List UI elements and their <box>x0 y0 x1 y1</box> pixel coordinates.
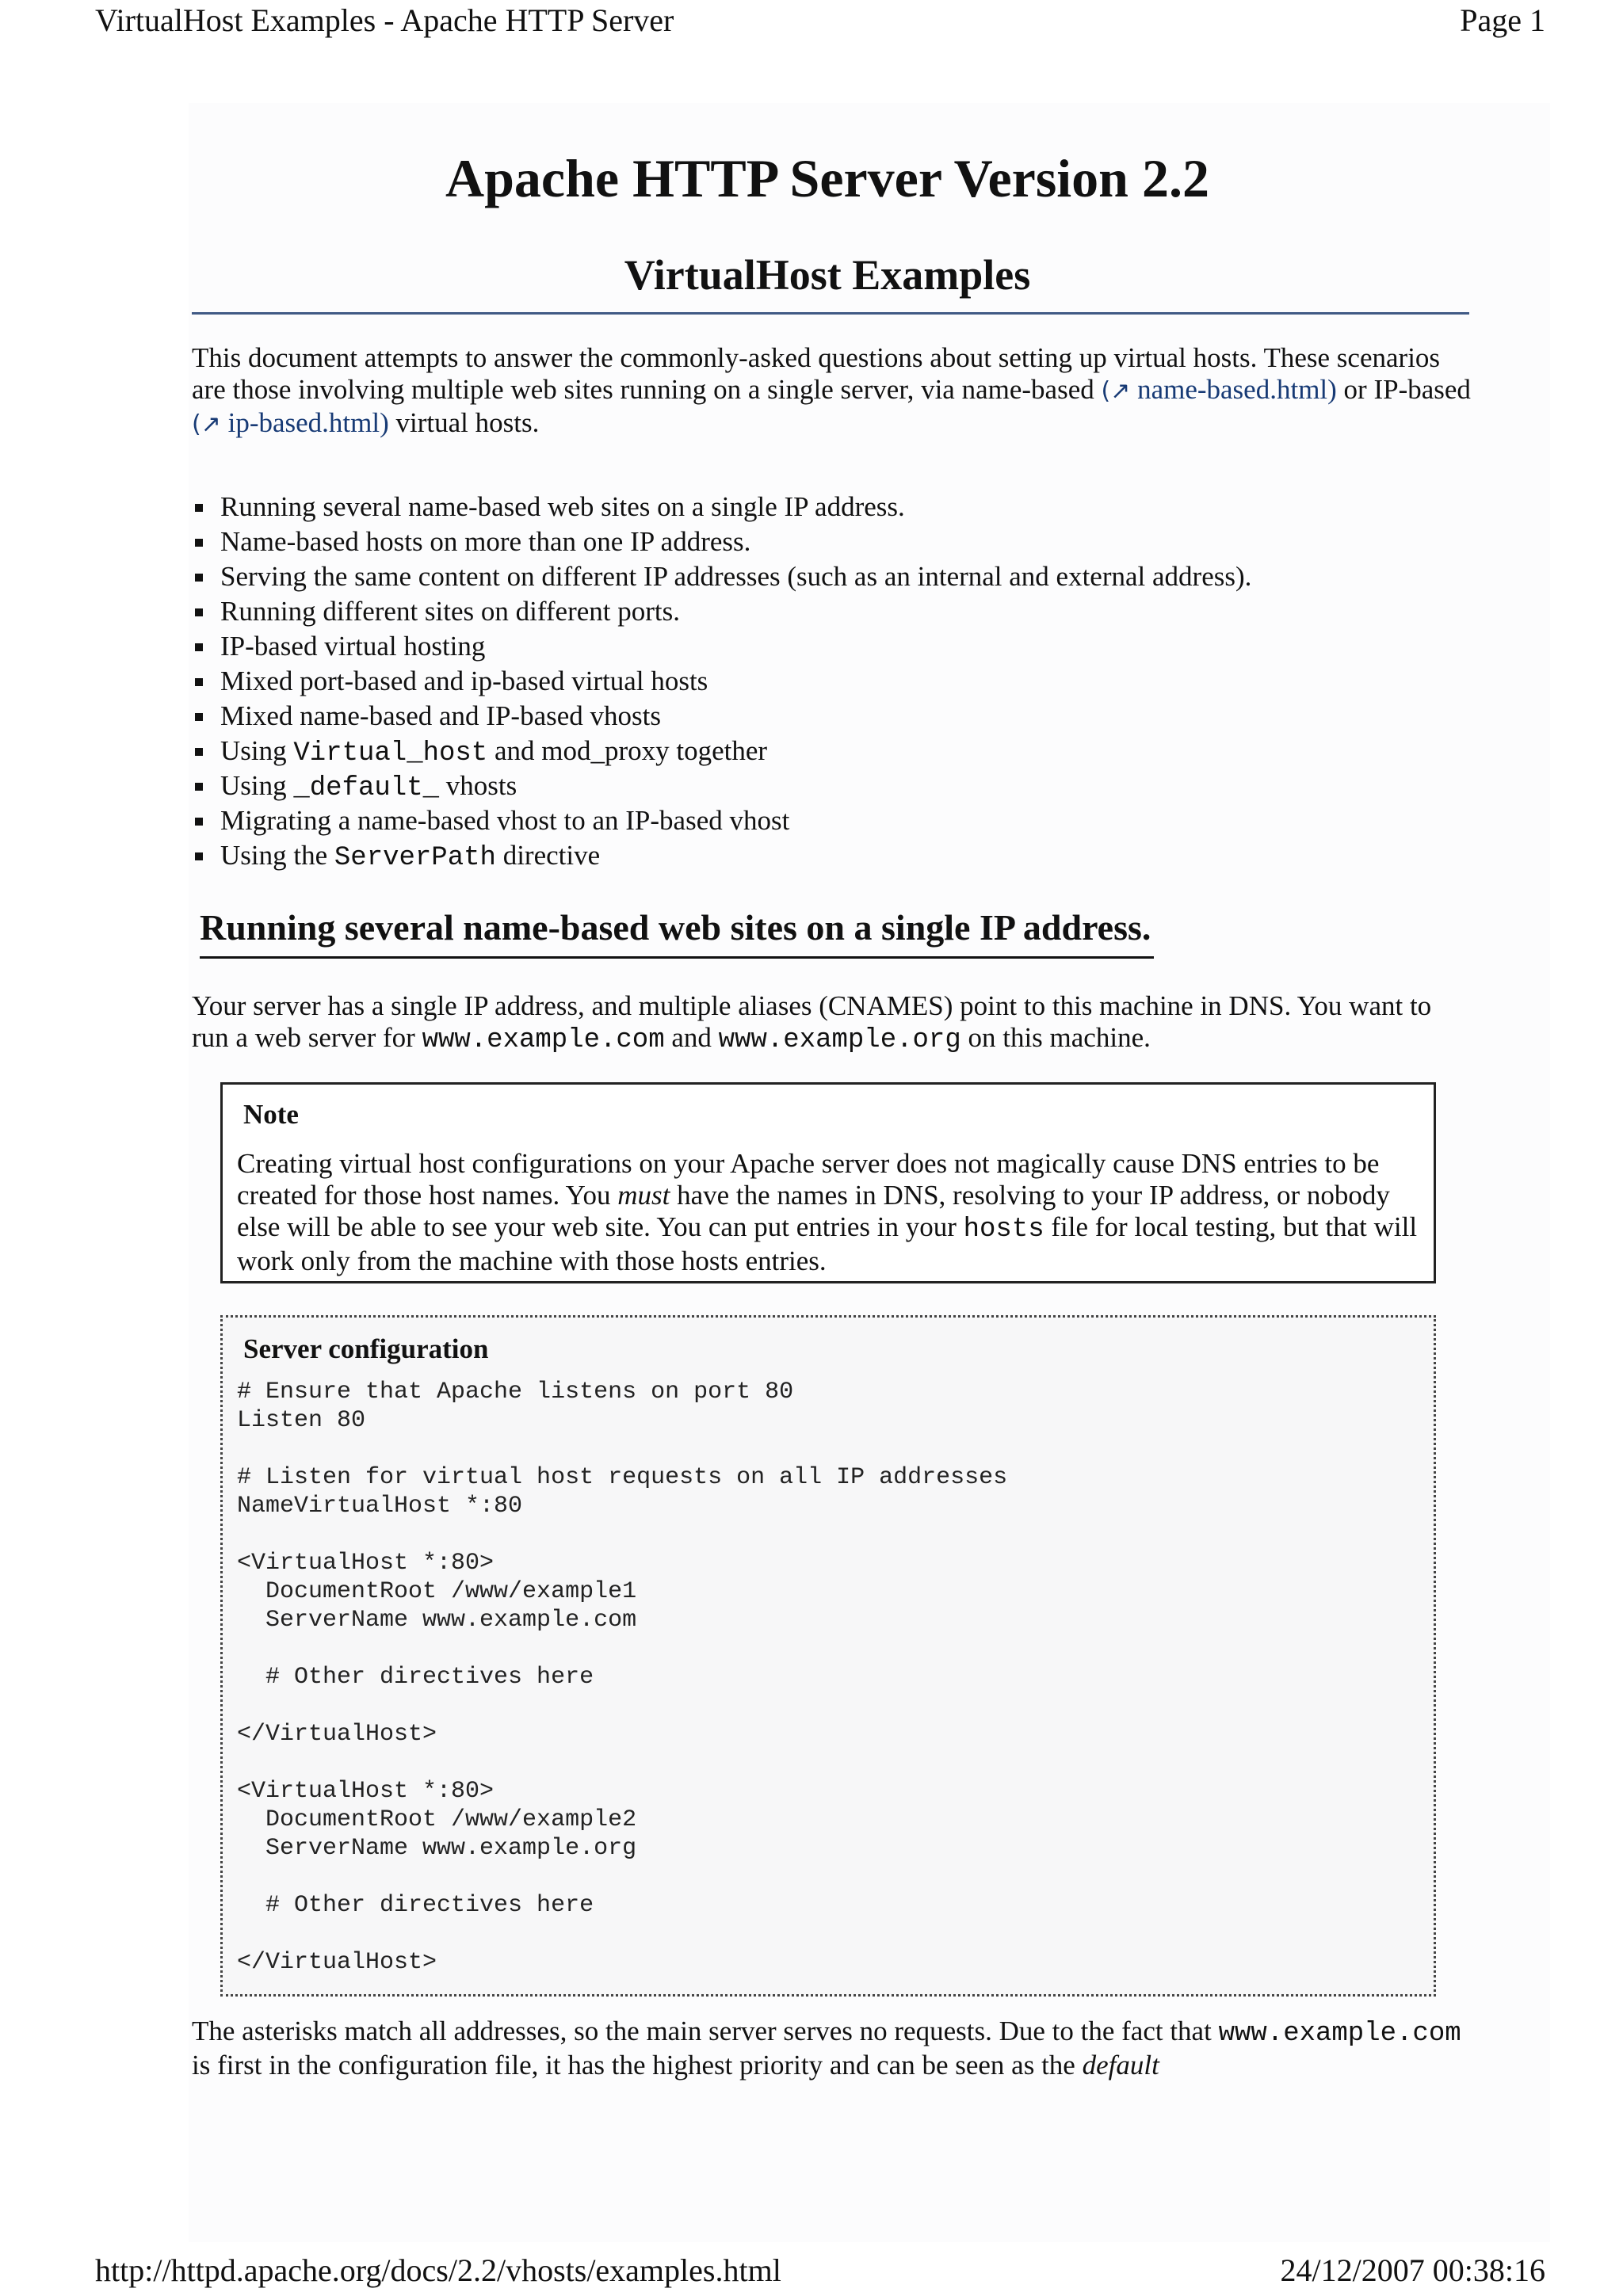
toc-item[interactable]: Using Virtual_host and mod_proxy together <box>192 734 1251 769</box>
bullet-icon <box>195 852 203 860</box>
toc-item[interactable]: Running several name-based web sites on a single IP address. <box>192 490 1251 524</box>
config-title: Server configuration <box>243 1333 489 1364</box>
bullet-icon <box>195 539 203 547</box>
print-footer-timestamp: 24/12/2007 00:38:16 <box>1280 2252 1545 2288</box>
title-divider <box>192 312 1469 315</box>
toc-item[interactable]: Using the ServerPath directive <box>192 838 1251 873</box>
intro-text-2: or IP-based <box>1336 374 1471 405</box>
note-title: Note <box>243 1099 299 1130</box>
toc-item[interactable]: Migrating a name-based vhost to an IP-based vhost <box>192 803 1251 838</box>
bullet-icon <box>195 713 203 721</box>
external-link-icon: (↗ <box>1101 377 1131 405</box>
toc-list <box>192 490 1251 873</box>
bullet-icon <box>195 608 203 616</box>
section-paragraph: Your server has a single IP address, and multiple aliases (CNAMES) point to this machine in DNS. You want to run a web server for www.example.com and www.example.org on this machine. <box>192 990 1432 1055</box>
print-header-page: Page 1 <box>1460 2 1545 38</box>
toc-item[interactable]: Mixed port-based and ip-based virtual hosts <box>192 664 1251 699</box>
bullet-icon <box>195 678 203 686</box>
ip-based-link-label: ip-based.html) <box>220 407 389 438</box>
toc-item[interactable]: Using _default_ vhosts <box>192 769 1251 803</box>
name-based-link-label: name-based.html) <box>1130 374 1337 405</box>
page-subtitle: VirtualHost Examples <box>624 251 1031 299</box>
toc-item[interactable]: Running different sites on different ports. <box>192 594 1251 629</box>
print-footer <box>0 2252 1623 2296</box>
config-code: # Ensure that Apache listens on port 80 Listen 80 # Listen for virtual host requests on all IP addresses NameVirtualHost *:80 <VirtualHost *:80> DocumentRoot /www/example1 ServerName www.example.com # Other directives here </VirtualHost> <VirtualHost *:80> DocumentRoot /www/example2 ServerName www.example.org # Other directives here </VirtualHost> <box>237 1379 1008 1976</box>
note-body: Creating virtual host configurations on your Apache server does not magically cause DNS entries to be created for those host names. You must have the names in DNS, resolving to your IP address, or nobody else will be able to see your web site. You can put entries in your hosts file for local testing, but that will work only from the machine with those hosts entries. <box>237 1148 1418 1276</box>
toc-item[interactable]: Name-based hosts on more than one IP address. <box>192 524 1251 559</box>
bullet-icon <box>195 643 203 651</box>
name-based-link[interactable] <box>1101 374 1336 405</box>
toc-item[interactable]: Mixed name-based and IP-based vhosts <box>192 699 1251 734</box>
intro-paragraph <box>192 342 1471 441</box>
print-header-title: VirtualHost Examples - Apache HTTP Server <box>95 2 674 38</box>
server-config-box <box>220 1315 1436 1997</box>
closing-paragraph: The asterisks match all addresses, so the main server serves no requests. Due to the fact that www.example.com is first in the configuration file, it has the highest priority and can be seen as the default <box>192 2016 1461 2081</box>
bullet-icon <box>195 783 203 791</box>
document-body <box>189 103 1550 2242</box>
section-heading: Running several name-based web sites on a single IP address. <box>200 903 1154 959</box>
bullet-icon <box>195 818 203 826</box>
print-header <box>0 0 1623 48</box>
ip-based-link[interactable] <box>192 407 389 438</box>
bullet-icon <box>195 748 203 756</box>
external-link-icon: (↗ <box>192 410 221 438</box>
toc-item[interactable]: IP-based virtual hosting <box>192 629 1251 664</box>
print-footer-url: http://httpd.apache.org/docs/2.2/vhosts/examples.html <box>95 2252 781 2288</box>
note-box <box>220 1082 1436 1283</box>
bullet-icon <box>195 504 203 512</box>
intro-text-1: This document attempts to answer the commonly-asked questions about setting up virtual hosts. These scenarios are those involving multiple web sites running on a single server, via name-based <box>192 342 1441 405</box>
toc-item[interactable]: Serving the same content on different IP addresses (such as an internal and external address). <box>192 559 1251 594</box>
page-title: Apache HTTP Server Version 2.2 <box>445 148 1209 208</box>
intro-text-3: virtual hosts. <box>388 407 540 438</box>
bullet-icon <box>195 574 203 582</box>
